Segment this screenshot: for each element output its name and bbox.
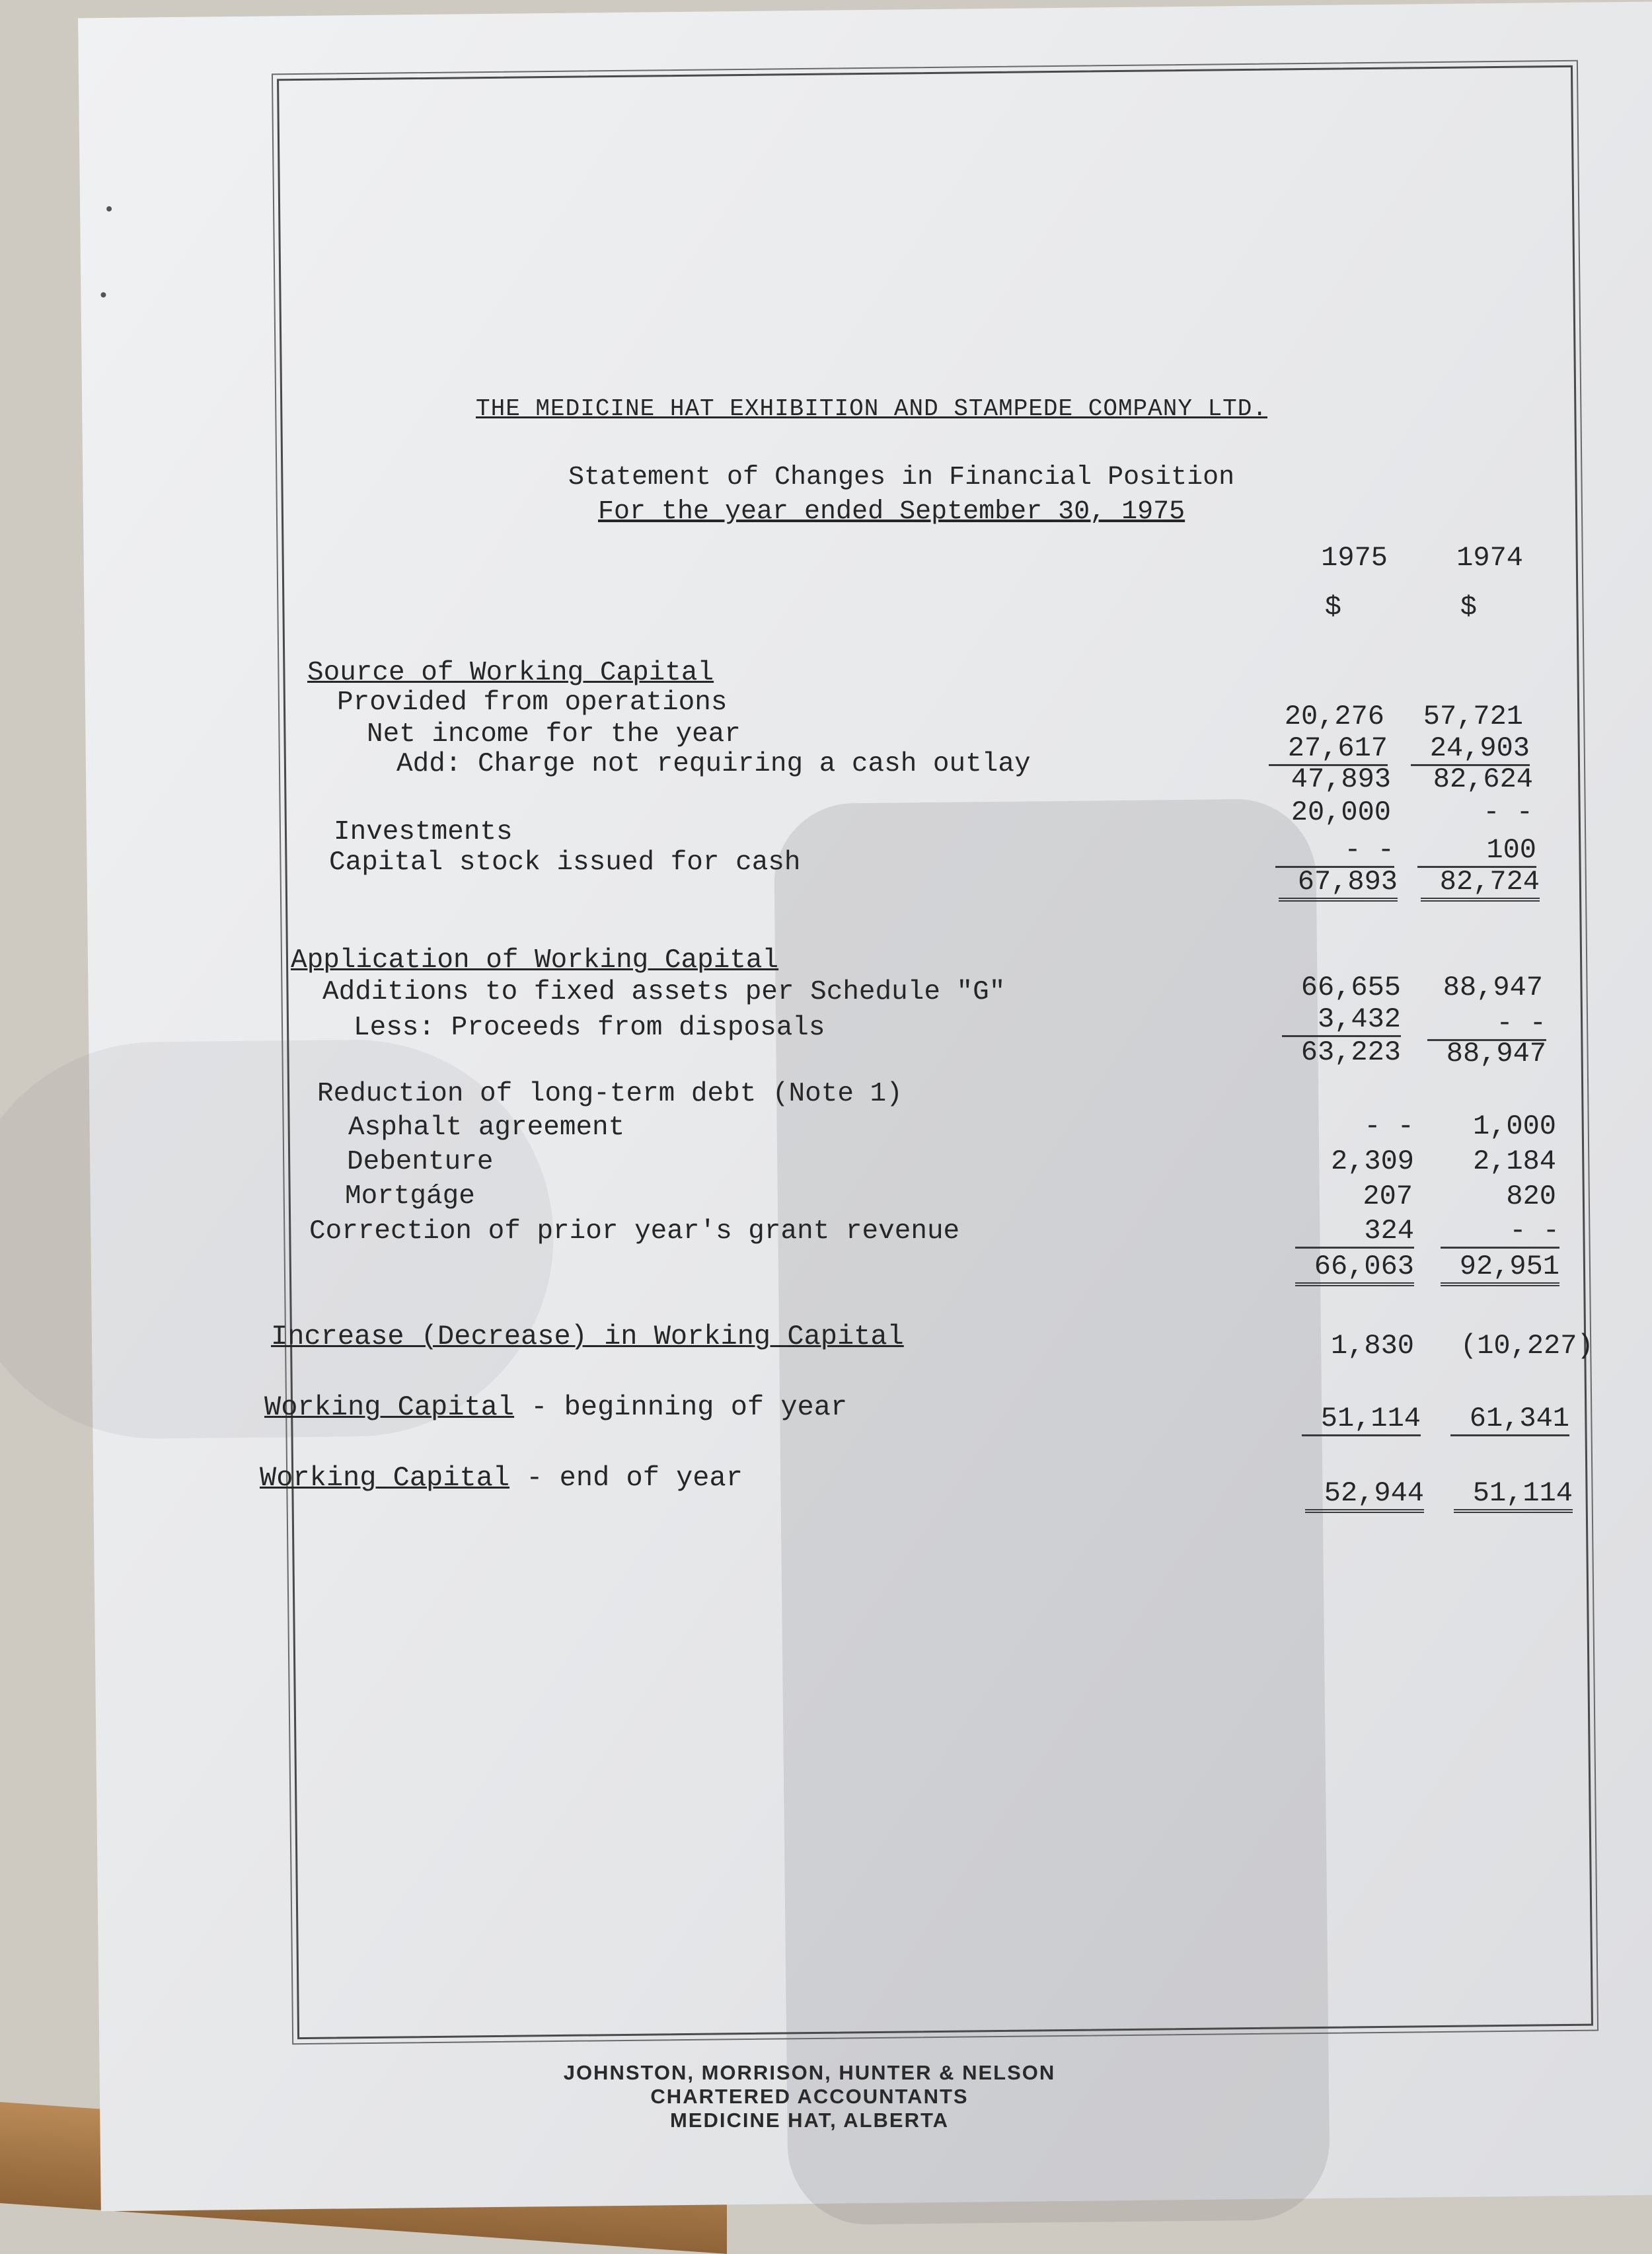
net-income-1975: 20,276 bbox=[1284, 701, 1384, 732]
binding-marks bbox=[78, 2, 1652, 19]
investments-label: Investments bbox=[334, 817, 513, 847]
net-income-1974: 57,721 bbox=[1423, 701, 1523, 732]
accountant-footer bbox=[0, 2061, 1652, 2132]
net-additions-1975: 63,223 bbox=[1300, 1036, 1401, 1068]
additions-1975: 66,655 bbox=[1300, 972, 1401, 1003]
footer-location: MEDICINE HAT, ALBERTA bbox=[669, 2109, 950, 2132]
col-1975-header: 1975 bbox=[1321, 542, 1388, 574]
correction-label: Correction of prior year's grant revenue bbox=[309, 1216, 960, 1247]
increase-1974: (10,227) bbox=[1460, 1330, 1594, 1362]
source-total-1975: 67,893 bbox=[1279, 866, 1398, 902]
less-proceeds-1975: 3,432 bbox=[1282, 1003, 1401, 1037]
col-1975-currency: $ bbox=[1324, 592, 1341, 623]
statement-period: For the year ended September 30, 1975 bbox=[598, 497, 1185, 527]
wc-end-label: Working Capital bbox=[260, 1462, 510, 1494]
asphalt-1974: 1,000 bbox=[1472, 1110, 1556, 1142]
mortgage-1975: 207 bbox=[1363, 1181, 1413, 1212]
mortgage-1974: 820 bbox=[1506, 1181, 1556, 1212]
application-total-1975: 66,063 bbox=[1295, 1251, 1414, 1286]
application-heading: Application of Working Capital bbox=[291, 945, 779, 976]
net-income-label: Net income for the year bbox=[367, 719, 741, 750]
additions-1974: 88,947 bbox=[1443, 972, 1543, 1003]
asphalt-1975: - - bbox=[1364, 1110, 1414, 1142]
add-charge-1975: 27,617 bbox=[1269, 732, 1388, 766]
capital-stock-1975: - - bbox=[1275, 834, 1394, 868]
increase-1975: 1,830 bbox=[1330, 1330, 1414, 1362]
wc-end-suffix: - end of year bbox=[509, 1462, 743, 1494]
less-proceeds-1974: - - bbox=[1427, 1007, 1546, 1041]
wc-begin-1975: 51,114 bbox=[1302, 1403, 1421, 1436]
reduction-label: Reduction of long-term debt (Note 1) bbox=[317, 1079, 903, 1109]
footer-title: CHARTERED ACCOUNTANTS bbox=[650, 2085, 969, 2108]
investments-1975: 20,000 bbox=[1291, 797, 1391, 828]
additions-label: Additions to fixed assets per Schedule "G" bbox=[322, 977, 1006, 1007]
wc-begin-label: Working Capital bbox=[264, 1391, 515, 1423]
application-total-1974: 92,951 bbox=[1441, 1251, 1559, 1286]
add-charge-1974: 24,903 bbox=[1411, 732, 1530, 766]
col-1974-header: 1974 bbox=[1456, 542, 1523, 574]
col-1974-currency: $ bbox=[1460, 592, 1477, 623]
investments-1974: - - bbox=[1483, 797, 1533, 828]
correction-1974: - - bbox=[1441, 1215, 1559, 1249]
net-additions-1974: 88,947 bbox=[1446, 1038, 1546, 1069]
operations-subtotal-1974: 82,624 bbox=[1433, 763, 1533, 795]
source-total-1974: 82,724 bbox=[1421, 866, 1540, 902]
provided-label: Provided from operations bbox=[337, 687, 728, 718]
asphalt-label: Asphalt agreement bbox=[348, 1112, 625, 1143]
mortgage-label: Mortgáge bbox=[345, 1181, 475, 1212]
wc-end-1975: 52,944 bbox=[1305, 1477, 1424, 1513]
less-proceeds-label: Less: Proceeds from disposals bbox=[354, 1013, 825, 1043]
wc-begin-1974: 61,341 bbox=[1450, 1403, 1569, 1436]
footer-firm: JOHNSTON, MORRISON, HUNTER & NELSON bbox=[563, 2061, 1056, 2084]
operations-subtotal-1975: 47,893 bbox=[1291, 763, 1391, 795]
wc-begin-suffix: - beginning of year bbox=[514, 1391, 848, 1423]
wc-end-1974: 51,114 bbox=[1454, 1477, 1573, 1513]
debenture-label: Debenture bbox=[347, 1147, 494, 1177]
capital-stock-label: Capital stock issued for cash bbox=[329, 847, 801, 878]
increase-label: Increase (Decrease) in Working Capital bbox=[271, 1321, 904, 1352]
debenture-1975: 2,309 bbox=[1330, 1146, 1414, 1177]
debenture-1974: 2,184 bbox=[1472, 1146, 1556, 1177]
wc-end-row bbox=[260, 1462, 743, 1494]
statement-title: Statement of Changes in Financial Position bbox=[568, 463, 1235, 492]
source-heading: Source of Working Capital bbox=[307, 658, 714, 688]
correction-1975: 324 bbox=[1295, 1215, 1414, 1249]
company-name: THE MEDICINE HAT EXHIBITION AND STAMPEDE COMPANY LTD. bbox=[476, 395, 1267, 422]
add-charge-label: Add: Charge not requiring a cash outlay bbox=[396, 749, 1031, 779]
capital-stock-1974: 100 bbox=[1417, 834, 1536, 868]
wc-begin-row bbox=[264, 1391, 847, 1423]
